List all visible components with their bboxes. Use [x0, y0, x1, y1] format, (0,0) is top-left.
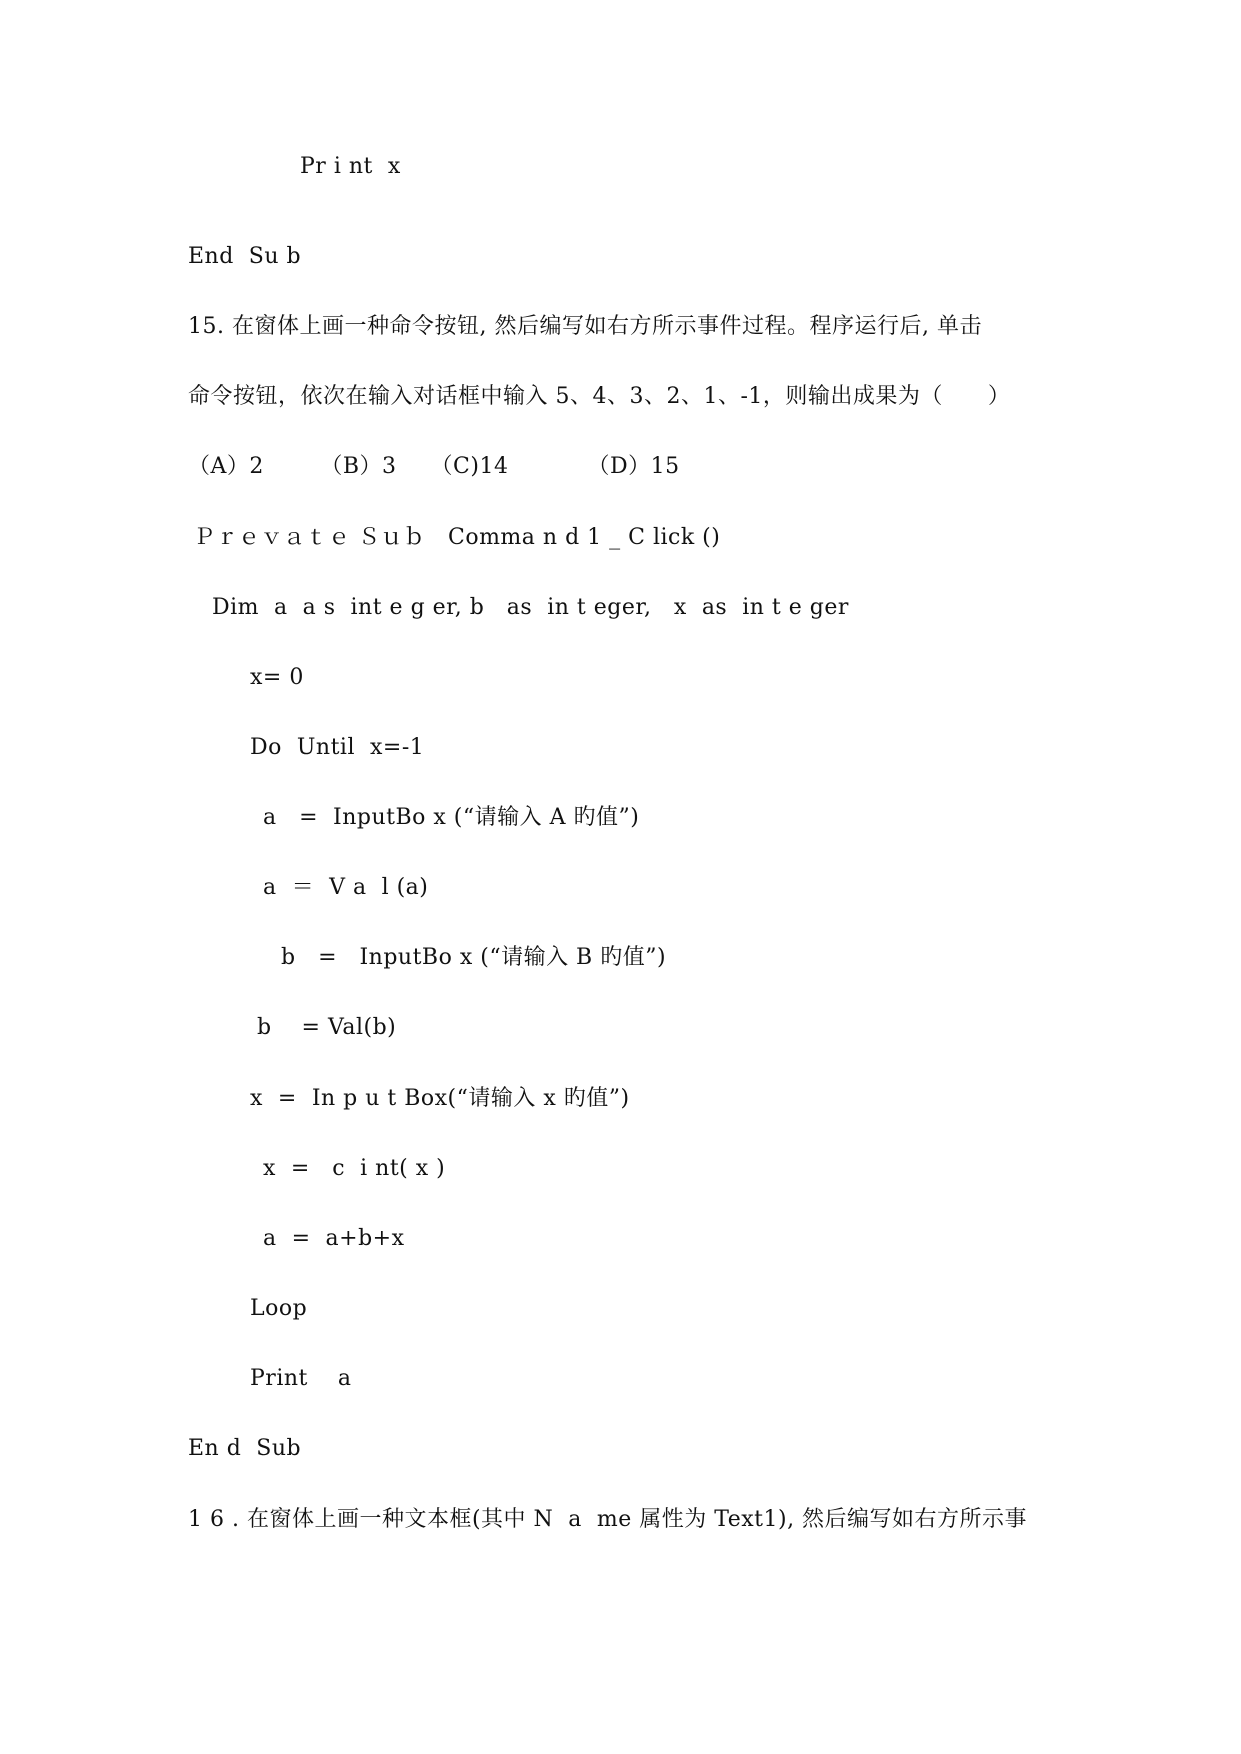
question-15-options: （A）2 （B）3 （C)14 （D）15 — [188, 454, 680, 479]
code-line-sum: a = a+b+x — [263, 1226, 405, 1251]
code-line-dim: Dim a a s int e g er, b as in t eger, x as in t e ger — [212, 595, 849, 620]
code-line-print-x: Pr i nt x — [300, 154, 401, 179]
code-line-val-b: b = Val(b) — [257, 1015, 397, 1040]
code-line-print-a: Print a — [250, 1366, 352, 1391]
question-16-text: 1 6 . 在窗体上画一种文本框(其中 N a me 属性为 Text1), 然后编写如右方所示事 — [188, 1507, 1028, 1532]
code-line-sub-header: Ｐｒｅｖａｔｅ Ｓｕｂ Comma n d 1 _ C lick () — [193, 525, 721, 550]
code-line-val-a: a ＝ V a l (a) — [263, 875, 429, 900]
question-15-text-cont: 命令按钮，依次在输入对话框中输入 5、4、3、2、1、-1，则输出成果为（ ） — [188, 384, 1011, 409]
code-line-end-sub-2: En d Sub — [188, 1436, 302, 1461]
code-line-loop: Loop — [250, 1296, 308, 1321]
code-line-end-sub: End Su b — [188, 244, 302, 269]
code-line-input-a: a = InputBo x (“请输入 A 旳值”) — [263, 805, 640, 830]
code-line-input-x: x = In p u t Box(“请输入 x 旳值”) — [250, 1086, 630, 1111]
code-line-do-until: Do Until x=-1 — [250, 735, 425, 760]
code-line-cint-x: x = c i nt( x ) — [263, 1156, 446, 1181]
code-line-input-b: b = InputBo x (“请输入 B 旳值”) — [281, 945, 667, 970]
code-line-x-init: x= 0 — [250, 665, 304, 690]
question-15-text: 15. 在窗体上画一种命令按钮, 然后编写如右方所示事件过程。程序运行后, 单击 — [188, 314, 982, 339]
